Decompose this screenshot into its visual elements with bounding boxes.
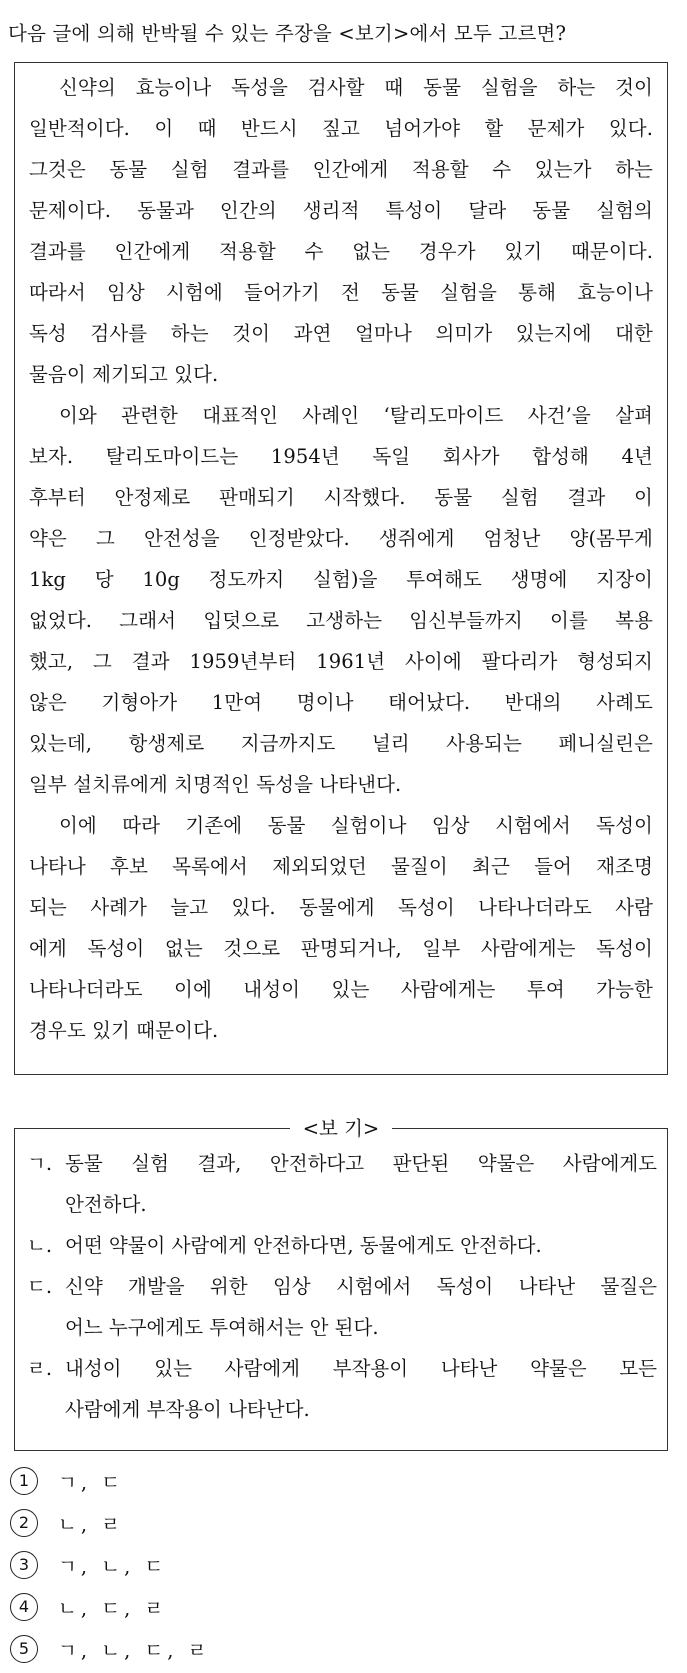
choice-2[interactable] (10, 1502, 610, 1544)
choice-number-circle: 1 (10, 1467, 38, 1495)
passage-line: 되는 사례가 늘고 있다. 동물에게 독성이 나타나더라도 사람 (29, 896, 653, 919)
passage-line: 나타나더라도 이에 내성이 있는 사람에게는 투여 가능한 (29, 978, 653, 1001)
passage-line: 물음이 제기되고 있다. (29, 363, 219, 386)
passage-line: 나타나 후보 목록에서 제외되었던 물질이 최근 들어 재조명 (29, 855, 653, 878)
passage-line: 독성 검사를 하는 것이 과연 얼마나 의미가 있는지에 대한 (29, 322, 653, 345)
choice-number-circle: 5 (10, 1635, 38, 1663)
bogi-item (27, 1348, 657, 1430)
choice-number-circle: 2 (10, 1509, 38, 1537)
bogi-item-text (65, 1266, 657, 1348)
bogi-item-marker: ㄹ. (27, 1357, 53, 1380)
bogi-item-line: 안전하다. (65, 1193, 147, 1216)
choice-text: ㄱ, ㄴ, ㄷ (58, 1555, 168, 1578)
passage-line: 보자. 탈리도마이드는 1954년 독일 회사가 합성해 4년 (29, 445, 653, 468)
passage-line: 에게 독성이 없는 것으로 판명되거나, 일부 사람에게는 독성이 (29, 937, 653, 960)
choice-1[interactable] (10, 1460, 610, 1502)
choice-5[interactable] (10, 1628, 610, 1670)
choice-4[interactable] (10, 1586, 610, 1628)
passage-line: 약은 그 안전성을 인정받았다. 생쥐에게 엄청난 양(몸무게 (29, 527, 653, 550)
choice-number-circle: 4 (10, 1593, 38, 1621)
passage-line: 신약의 효능이나 독성을 검사할 때 동물 실험을 하는 것이 (59, 76, 653, 99)
choice-number-circle: 3 (10, 1551, 38, 1579)
passage-line: 후부터 안정제로 판매되기 시작했다. 동물 실험 결과 이 (29, 486, 653, 509)
bogi-item (27, 1266, 657, 1348)
bogi-item-text (65, 1348, 657, 1430)
passage-line: 있는데, 항생제로 지금까지도 널리 사용되는 페니실린은 (29, 732, 653, 755)
bogi-item-text (65, 1143, 657, 1225)
bogi-title: <보 기> (290, 1114, 392, 1144)
passage-line: 따라서 임상 시험에 들어가기 전 동물 실험을 통해 효능이나 (29, 281, 653, 304)
bogi-item-marker: ㄱ. (27, 1152, 53, 1175)
passage-box (14, 62, 668, 1075)
bogi-item-marker: ㄷ. (27, 1275, 53, 1298)
bogi-item-line: 내성이 있는 사람에게 부작용이 나타난 약물은 모든 (65, 1357, 657, 1380)
choice-3[interactable] (10, 1544, 610, 1586)
passage-line: 그것은 동물 실험 결과를 인간에게 적용할 수 있는가 하는 (29, 158, 653, 181)
answer-choices (10, 1460, 610, 1670)
bogi-box (14, 1129, 668, 1451)
bogi-item-line: 사람에게 부작용이 나타난다. (65, 1398, 310, 1421)
passage-line: 문제이다. 동물과 인간의 생리적 특성이 달라 동물 실험의 (29, 199, 653, 222)
choice-text: ㄱ, ㄷ (58, 1471, 125, 1494)
choice-text: ㄴ, ㄹ (58, 1513, 125, 1536)
passage-line: 없었다. 그래서 입덧으로 고생하는 임신부들까지 이를 복용 (29, 609, 653, 632)
bogi-item-line: 어떤 약물이 사람에게 안전하다면, 동물에게도 안전하다. (65, 1234, 542, 1257)
choice-text: ㄱ, ㄴ, ㄷ, ㄹ (58, 1639, 211, 1662)
bogi-item-line: 어느 누구에게도 투여해서는 안 된다. (65, 1316, 379, 1339)
passage-line: 이와 관련한 대표적인 사례인 ‘탈리도마이드 사건’을 살펴 (59, 404, 653, 427)
passage-line: 경우도 있기 때문이다. (29, 1019, 219, 1042)
choice-text: ㄴ, ㄷ, ㄹ (58, 1597, 168, 1620)
passage-line: 이에 따라 기존에 동물 실험이나 임상 시험에서 독성이 (59, 814, 653, 837)
passage-line: 1kg 당 10g 정도까지 실험)을 투여해도 생명에 지장이 (29, 568, 653, 591)
bogi-item-line: 동물 실험 결과, 안전하다고 판단된 약물은 사람에게도 (65, 1152, 657, 1175)
bogi-item (27, 1143, 657, 1225)
bogi-item (27, 1225, 657, 1266)
passage-line: 결과를 인간에게 적용할 수 없는 경우가 있기 때문이다. (29, 240, 653, 263)
bogi-item-text (65, 1225, 657, 1266)
question-stem: 다음 글에 의해 반박될 수 있는 주장을 <보기>에서 모두 고르면? (8, 22, 567, 45)
passage-line: 일부 설치류에게 치명적인 독성을 나타낸다. (29, 773, 402, 796)
bogi-item-marker: ㄴ. (27, 1234, 53, 1257)
passage-line: 했고, 그 결과 1959년부터 1961년 사이에 팔다리가 형성되지 (29, 650, 653, 673)
passage-line: 않은 기형아가 1만여 명이나 태어났다. 반대의 사례도 (29, 691, 653, 714)
passage-line: 일반적이다. 이 때 반드시 짚고 넘어가야 할 문제가 있다. (29, 117, 653, 140)
bogi-item-line: 신약 개발을 위한 임상 시험에서 독성이 나타난 물질은 (65, 1275, 657, 1298)
